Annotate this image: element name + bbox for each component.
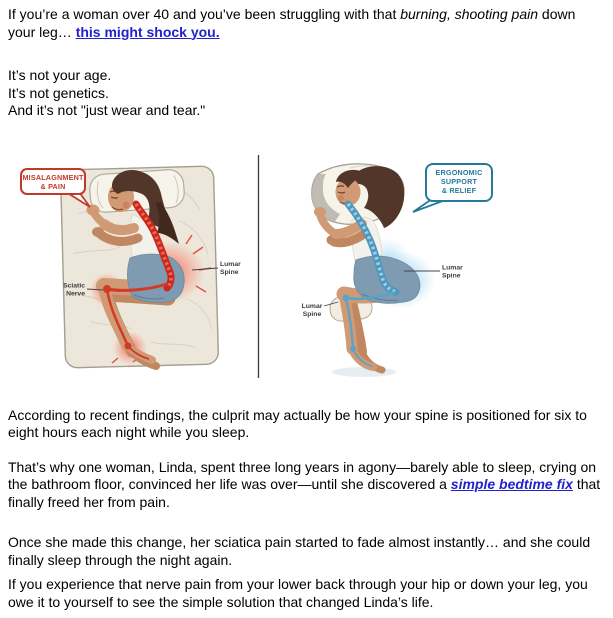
svg-text:Spine: Spine <box>220 268 239 276</box>
svg-text:Nerve: Nerve <box>66 290 85 297</box>
intro-text-start: If you’re a woman over 40 and you’ve been struggling with that <box>8 6 401 22</box>
intro-italic-phrase: burning, shooting pain <box>400 6 539 22</box>
ergonomic-callout-line1: ERGONOMIC <box>435 167 483 177</box>
shock-link[interactable]: this might shock you. <box>75 23 220 40</box>
not-wear-tear-line: And it’s not "just wear and tear." <box>8 102 206 118</box>
closing-paragraph: If you experience that nerve pain from your lower back through your hip or down your leg, you owe it to yourself to see the simple solution that changed Linda’s life. <box>8 576 588 610</box>
svg-text:Lumar: Lumar <box>220 260 241 268</box>
left-panel-misalignment <box>21 166 241 368</box>
not-list-paragraph <box>8 67 605 120</box>
ergonomic-callout-line2: SUPPORT <box>440 176 478 186</box>
not-genetics-line: It’s not genetics. <box>8 84 109 101</box>
change-paragraph: Once she made this change, her sciatica pain started to fade almost instantly… and she could finally sleep through the night again. <box>8 534 591 568</box>
misalignment-callout <box>21 169 90 207</box>
ergonomic-callout <box>413 164 492 212</box>
sleep-position-svg <box>0 150 613 401</box>
ergonomic-callout-line3: & RELIEF <box>441 185 477 195</box>
not-age-line: It’s not your age. <box>8 67 112 83</box>
misalignment-callout-line2: & PAIN <box>40 181 66 191</box>
linda-paragraph <box>8 459 605 512</box>
right-panel-ergonomic <box>302 163 492 376</box>
intro-paragraph <box>8 6 605 41</box>
bedtime-fix-link[interactable]: simple bedtime fix <box>450 476 573 492</box>
findings-paragraph: According to recent findings, the culprit may actually be how your spine is positioned for six to eight hours each night while you sleep. <box>8 406 587 440</box>
linda-text-end: that finally freed her from pain. <box>8 476 601 510</box>
svg-text:Spine: Spine <box>302 310 322 318</box>
svg-text:Lumar: Lumar <box>301 302 323 310</box>
misalignment-callout-line1: MISALAGNMENT <box>22 172 84 182</box>
svg-text:Lumar: Lumar <box>442 264 463 271</box>
intro-text-mid: down your leg… <box>8 6 576 40</box>
svg-text:Sciatic: Sciatic <box>63 282 85 289</box>
svg-text:Spine: Spine <box>442 272 461 279</box>
linda-text-start: That’s why one woman, Linda, spent three long years in agony—barely able to sleep, crying on the bathroom floor, convinced her life was over—until she discovered a <box>8 458 597 492</box>
sleep-position-illustration <box>0 150 613 401</box>
